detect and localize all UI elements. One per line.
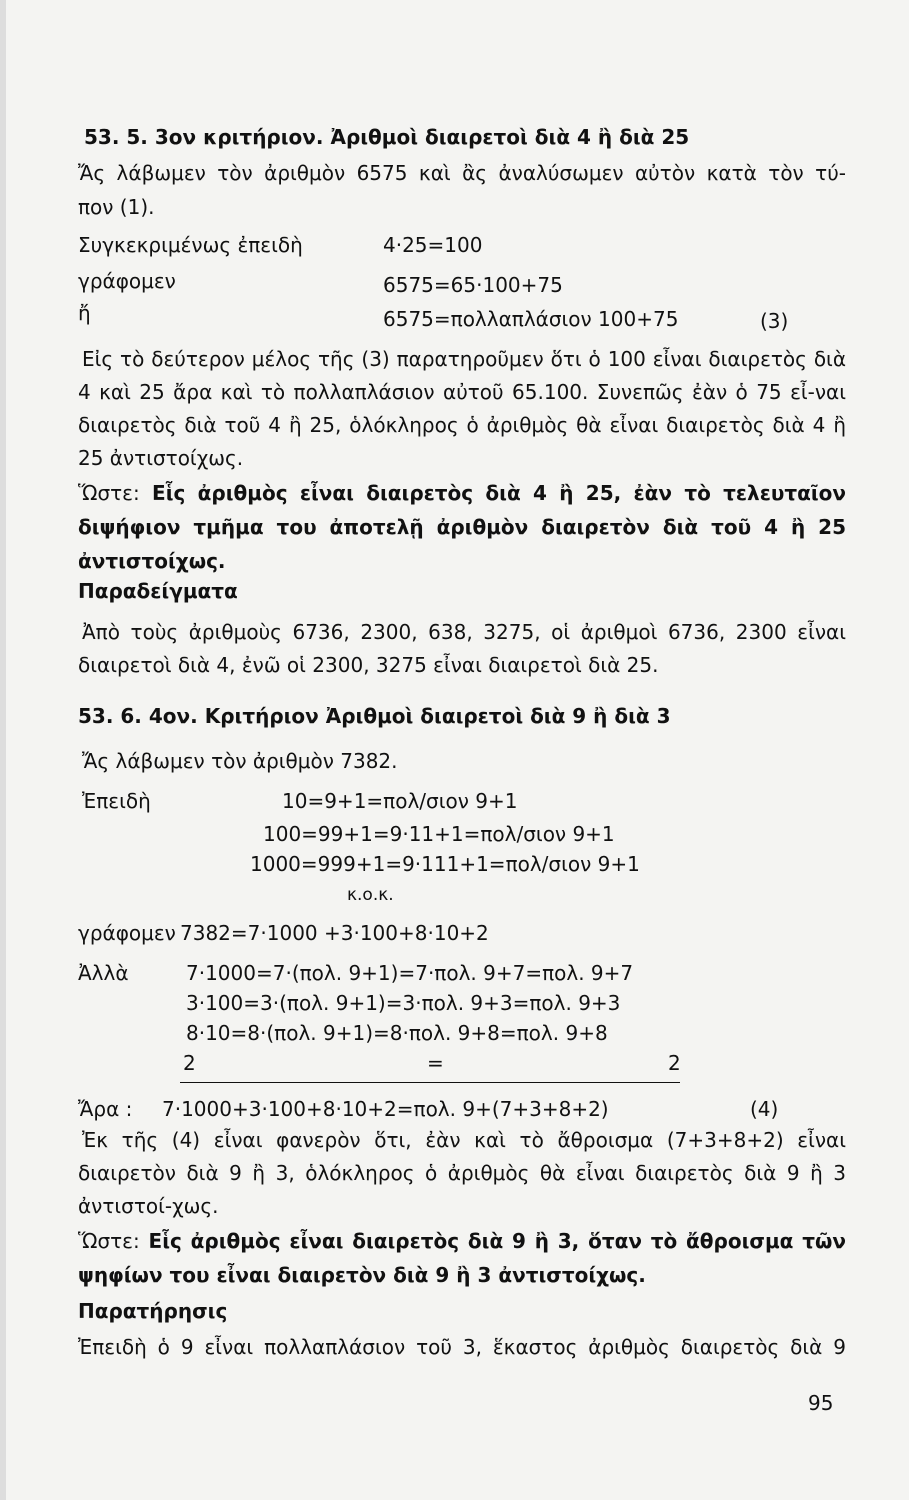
section-535-intro-line1: Ἄς λάβωμεν τὸν ἀριθμὸν 6575 καὶ ἂς ἀναλύσωμεν αὐτὸν κατὰ τὸν τύ- (78, 161, 846, 185)
sum-underline (180, 1082, 680, 1083)
rule-text: Εἷς ἀριθμὸς εἶναι διαιρετὸς διὰ 4 ἢ 25, ἐὰν τὸ τελευταῖον διψήφιον τμῆμα του ἀποτελῇ ἀριθμὸν διαιρετὸν διὰ τοῦ 4 ἢ 25 ἀντιστοίχως. (78, 481, 846, 573)
row3-equation: 6575=πολλαπλάσιον 100+75 (383, 307, 679, 331)
since-equation-2: 100=99+1=9·11+1=πολ/σιον 9+1 (263, 822, 615, 846)
but-label: Ἀλλὰ (78, 961, 129, 985)
examples-paragraph: Ἀπὸ τοὺς ἀριθμοὺς 6736, 2300, 638, 3275, οἱ ἀριθμοὶ 6736, 2300 εἶναι διαιρετοὶ διὰ 4, ἐνῶ οἱ 2300, 3275 εἶναι διαιρετοὶ διὰ 25. (78, 620, 846, 677)
row3-label: ἤ (78, 301, 91, 325)
write-label: γράφομεν (78, 921, 176, 945)
since-equation-1: 10=9+1=πολ/σιον 9+1 (282, 789, 518, 813)
examples-heading: Παραδείγματα (78, 579, 238, 603)
but-equation-4-left: 2 (183, 1051, 196, 1075)
row1-equation: 4·25=100 (383, 233, 483, 257)
section-536-heading: 53. 6. 4ον. Κριτήριον Ἀριθμοὶ διαιρετοὶ διὰ 9 ἢ διὰ 3 (78, 704, 671, 728)
since-equation-3: 1000=999+1=9·111+1=πολ/σιον 9+1 (250, 852, 640, 876)
row1-label: Συγκεκριμένως ἐπειδὴ (78, 233, 303, 257)
since-label: Ἐπειδὴ (82, 789, 151, 813)
etc-label: κ.ο.κ. (347, 885, 394, 905)
remark-heading: Παρατήρησις (78, 1299, 228, 1323)
rule-text-2: Εἷς ἀριθμὸς εἶναι διαιρετὸς διὰ 9 ἢ 3, ὅταν τὸ ἄθροισμα τῶν ψηφίων του εἶναι διαιρετὸν διὰ 9 ἢ 3 ἀντιστοίχως. (78, 1229, 846, 1287)
hence-label: Ἄρα : (78, 1097, 133, 1121)
write-equation: 7382=7·1000 +3·100+8·10+2 (180, 921, 489, 945)
but-equation-4-equals: = (427, 1051, 444, 1075)
section-536-paragraph: Ἐκ τῆς (4) εἶναι φανερὸν ὅτι, ἐὰν καὶ τὸ ἄθροισμα (7+3+8+2) εἶναι διαιρετὸν διὰ 9 ἢ 3, ὁλόκληρος ὁ ἀριθμὸς θὰ εἶναι διαιρετὸς διὰ 9 ἢ 3 ἀντιστοί-χως. (78, 1128, 846, 1218)
but-equation-3: 8·10=8·(πολ. 9+1)=8·πολ. 9+8=πολ. 9+8 (186, 1021, 608, 1045)
but-equation-2: 3·100=3·(πολ. 9+1)=3·πολ. 9+3=πολ. 9+3 (186, 991, 621, 1015)
section-535-paragraph: Εἰς τὸ δεύτερον μέλος τῆς (3) παρατηροῦμεν ὅτι ὁ 100 εἶναι διαιρετὸς διὰ 4 καὶ 25 ἄρα καὶ τὸ πολλαπλάσιον αὐτοῦ 65.100. Συνεπῶς ἐὰν ὁ 75 εἶ-ναι διαιρετὸς διὰ τοῦ 4 ἢ 25, ὁλόκληρος ὁ ἀριθμὸς θὰ εἶναι διαιρετὸς διὰ 4 ἢ 25 ἀντιστοίχως. (78, 347, 846, 470)
section-536-intro: Ἄς λάβωμεν τὸν ἀριθμὸν 7382. (82, 749, 398, 773)
section-535-intro-line2: πον (1). (78, 195, 155, 219)
rule-lead: Ὥστε: (78, 481, 140, 505)
remark-text: Ἐπειδὴ ὁ 9 εἶναι πολλαπλάσιον τοῦ 3, ἕκαστος ἀριθμὸς διαιρετὸς διὰ 9 (78, 1335, 846, 1359)
equation-tag-3: (3) (760, 309, 789, 333)
row2-equation: 6575=65·100+75 (383, 273, 563, 297)
rule-lead-2: Ὥστε: (78, 1229, 140, 1253)
but-equation-4-right: 2 (668, 1051, 681, 1075)
section-535-heading: 53. 5. 3ον κριτήριον. Ἀριθμοὶ διαιρετοὶ διὰ 4 ἢ διὰ 25 (84, 125, 690, 149)
section-535-rule (78, 476, 846, 578)
equation-tag-4: (4) (750, 1097, 779, 1121)
page-edge-shadow (0, 0, 6, 1500)
but-equation-1: 7·1000=7·(πολ. 9+1)=7·πολ. 9+7=πολ. 9+7 (186, 961, 634, 985)
page-number: 95 (808, 1391, 834, 1415)
row2-label: γράφομεν (78, 269, 176, 293)
section-536-rule (78, 1224, 846, 1292)
hence-equation: 7·1000+3·100+8·10+2=πολ. 9+(7+3+8+2) (162, 1097, 609, 1121)
